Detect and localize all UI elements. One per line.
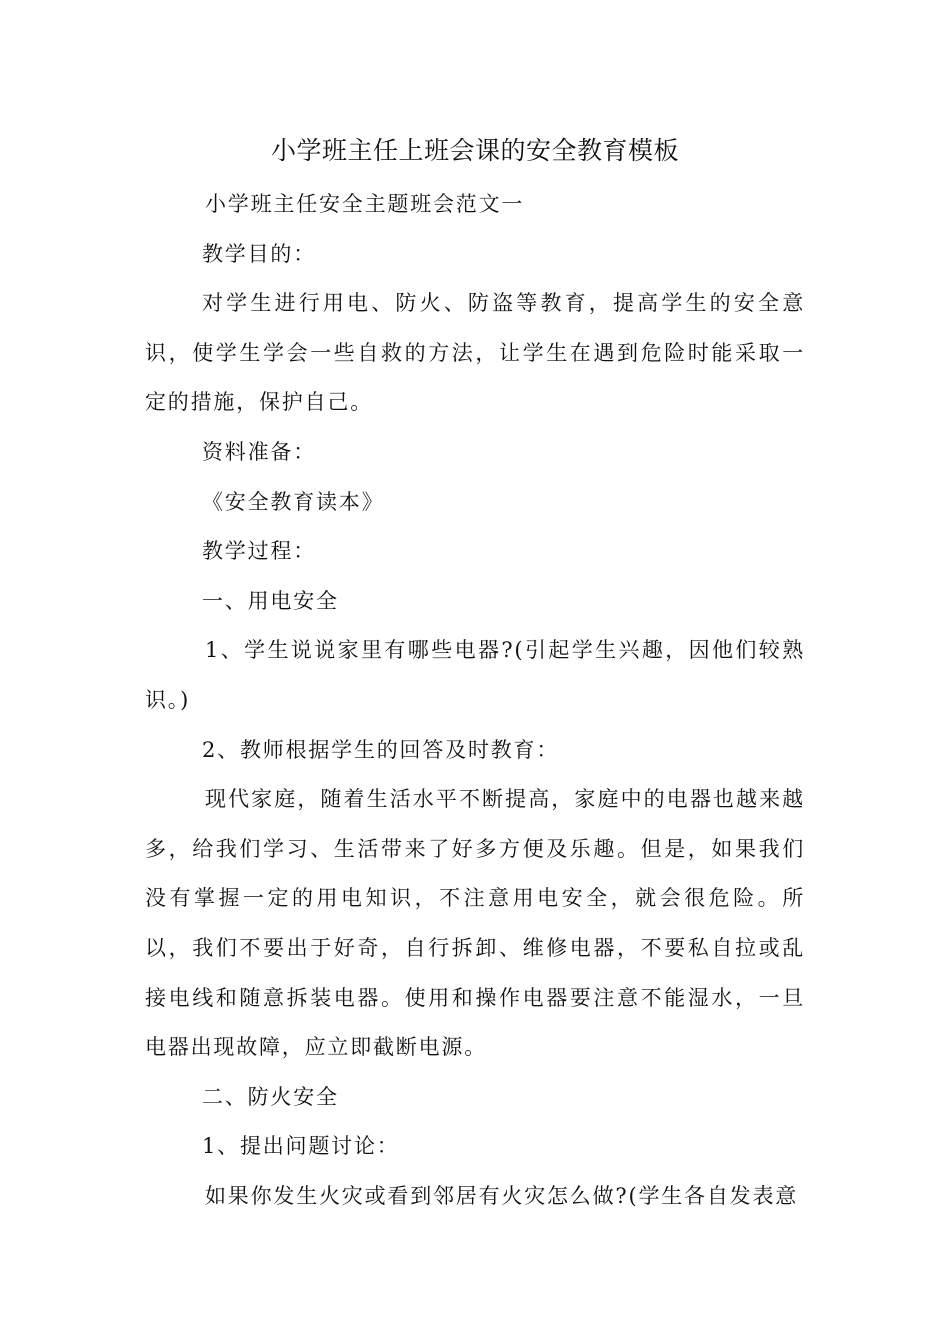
paragraph-subtitle: 小学班主任安全主题班会范文一 [205, 192, 525, 216]
paragraph: 现代家庭，随着生活水平不断提高，家庭中的电器也越来越多，给我们学习、生活带来了好多方便及乐趣。但是，如果我们没有掌握一定的用电知识，不注意用电安全，就会很危险。所以，我们不要出于好奇，自行拆卸、维修电器，不要私自拉或乱接电线和随意拆装电器。使用和操作电器要注意不能湿水，一旦电器出现故障，应立即截断电源。 [145, 787, 805, 1060]
paragraph-heading: 教学目的： [202, 241, 316, 266]
section-heading: 二、防火安全 [202, 1084, 339, 1109]
document-title: 小学班主任上班会课的安全教育模板 [270, 136, 679, 165]
paragraph-heading: 教学过程： [202, 539, 316, 564]
paragraph: 《安全教育读本》 [202, 489, 385, 514]
paragraph: 1、学生说说家里有哪些电器?(引起学生兴趣，因他们较熟识。) [145, 638, 805, 712]
section-heading: 一、用电安全 [202, 588, 339, 613]
paragraph: 如果你发生火灾或看到邻居有火灾怎么做?(学生各自发表意 [205, 1183, 799, 1208]
paragraph: 1、提出问题讨论： [202, 1134, 400, 1159]
paragraph: 2、教师根据学生的回答及时教育： [202, 737, 560, 762]
paragraph: 对学生进行用电、防火、防盗等教育，提高学生的安全意识，使学生学会一些自救的方法，让学生在遇到危险时能采取一定的措施，保护自己。 [145, 291, 805, 415]
document-body [145, 180, 805, 1221]
paragraph-heading: 资料准备： [202, 439, 316, 464]
